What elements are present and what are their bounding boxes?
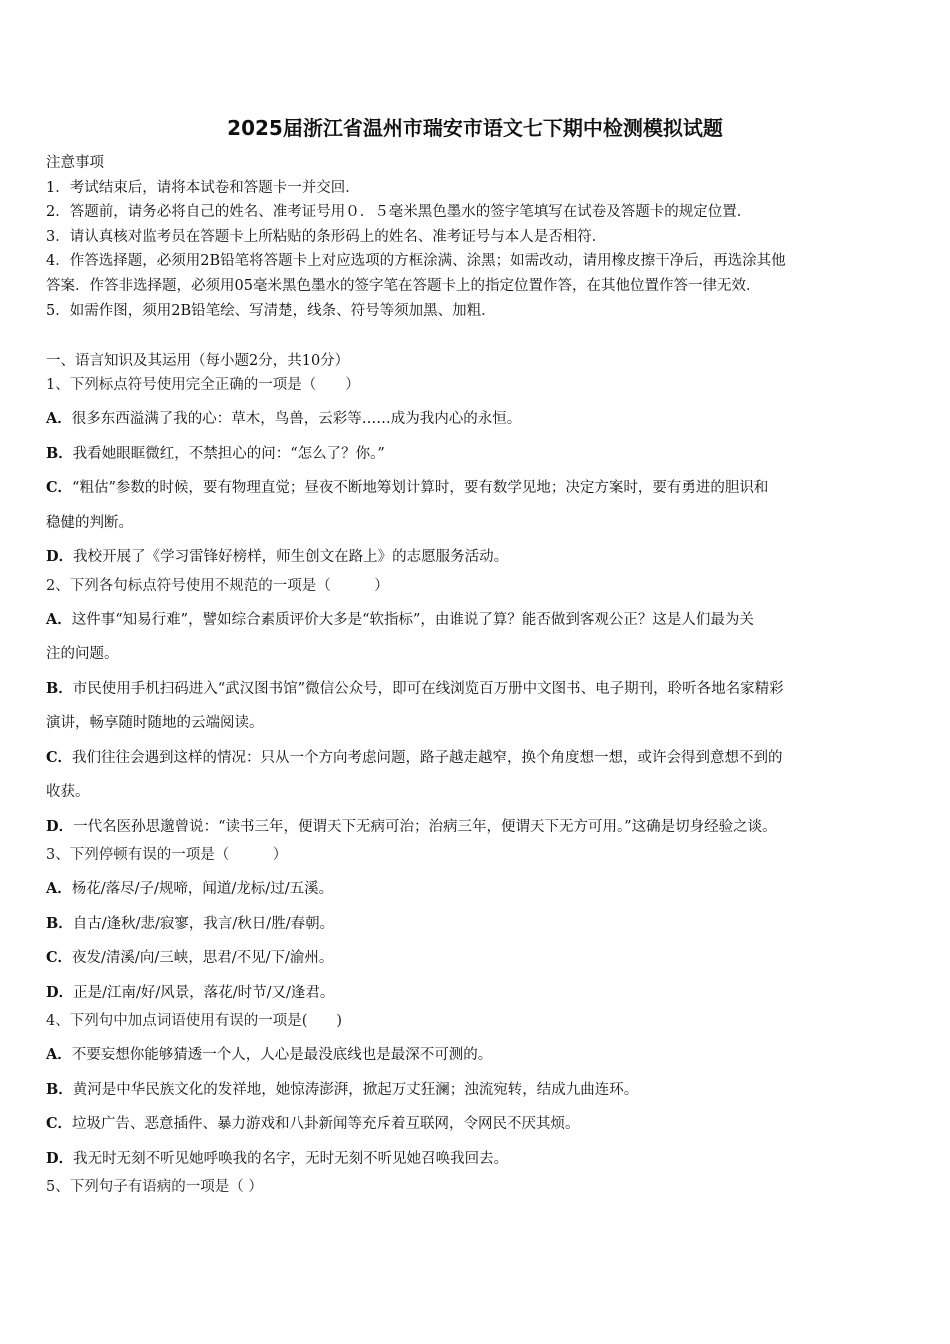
option-text: 自古/逢秋/悲/寂寥，我言/秋日/胜/春朝。 [72, 915, 335, 932]
section-language [46, 350, 911, 1204]
option-letter: B． [46, 1080, 73, 1098]
option-text: 正是/江南/好/风景，落花/时节/又/逢君。 [73, 984, 335, 1001]
question-stem: 1、下列标点符号使用完全正确的一项是（ ） [46, 377, 360, 393]
option-text: 夜发/清溪/向/三峡，思君/不见/下/渝州。 [72, 950, 334, 966]
answer-option [46, 941, 911, 976]
option-letter: A． [46, 410, 72, 427]
answer-option [46, 402, 911, 437]
option-letter: C． [46, 949, 73, 966]
option-text: 杨花/落尽/子/规啼，闻道/龙标/过/五溪。 [71, 881, 334, 897]
notice-line: 3．请认真核对监考员在答题卡上所粘贴的条形码上的姓名、准考证号与本人是否相符． [46, 228, 607, 245]
option-text: 收获。 [46, 784, 90, 800]
notice-line: 答案．作答非选择题，必须用05毫米黑色墨水的签字笔在答题卡上的指定位置作答，在其他位置作答一律无效． [46, 277, 761, 294]
option-letter: B． [46, 679, 73, 697]
notice-line: 1．考试结束后，请将本试卷和答题卡一并交回． [46, 179, 360, 196]
option-letter: B． [46, 914, 73, 932]
question-stem: 2、下列各句标点符号使用不规范的一项是（ ） [46, 577, 389, 594]
option-text: 黄河是中华民族文化的发祥地，她惊涛澎湃，掀起万丈狂澜；浊流宛转，结成九曲连环。 [72, 1081, 639, 1098]
notice-block [46, 151, 906, 323]
option-text: 我无时无刻不听见她呼唤我的名字，无时无刻不听见她召唤我回去。 [73, 1150, 509, 1167]
option-letter: B． [46, 444, 73, 462]
answer-option [46, 1073, 911, 1108]
option-text: 垃圾广告、恶意插件、暴力游戏和八卦新闻等充斥着互联网，令网民不厌其烦。 [72, 1116, 580, 1132]
answer-option [46, 872, 911, 907]
option-letter: A． [46, 610, 72, 628]
answer-option [46, 775, 911, 810]
option-letter: D． [46, 548, 74, 565]
notice-heading: 注意事项 [46, 155, 104, 171]
notice-line: 4．作答选择题，必须用2B铅笔将答题卡上对应选项的方框涂满、涂黑；如需改动，请用橡皮擦干净后，再选涂其他 [46, 253, 786, 270]
answer-option [46, 907, 911, 942]
question-stem: 4、下列句中加点词语使用有误的一项是( ) [46, 1013, 343, 1029]
option-text: 市民使用手机扫码进入“武汉图书馆”微信公众号，即可在线浏览百万册中文图书、电子期刊，聆听各地名家精彩 [72, 680, 784, 697]
document-title: 2025届浙江省温州市瑞安市语文七下期中检测模拟试题 [227, 116, 723, 140]
option-letter: D． [46, 1149, 74, 1167]
section-heading: 一、语言知识及其运用（每小题2分，共10分） [46, 353, 350, 369]
answer-option [46, 1142, 911, 1177]
option-text: 注的问题。 [46, 646, 119, 662]
option-text: 我校开展了《学习雷锋好榜样，师生创文在路上》的志愿服务活动。 [73, 549, 509, 565]
option-letter: C． [46, 1115, 73, 1132]
answer-option [46, 810, 911, 845]
answer-option [46, 637, 911, 672]
option-text: 很多东西溢满了我的心：草木，鸟兽，云彩等……成为我内心的永恒。 [71, 411, 522, 427]
answer-option [46, 506, 911, 541]
answer-option [46, 976, 911, 1011]
notice-line: 2．答题前，请务必将自己的姓名、准考证号用０．５毫米黑色墨水的签字笔填写在试卷及答题卡的规定位置． [46, 204, 752, 221]
answer-option [46, 437, 911, 472]
answer-option [46, 1107, 911, 1142]
notice-line: 5．如需作图，须用2B铅笔绘、写清楚，线条、符号等须加黑、加粗． [46, 302, 496, 319]
option-letter: D． [46, 817, 74, 835]
option-text: 我们往往会遇到这样的情况：只从一个方向考虑问题，路子越走越窄，换个角度想一想，或许会得到意想不到的 [72, 749, 783, 766]
option-text: 演讲，畅享随时随地的云端阅读。 [46, 715, 264, 731]
option-letter: C． [46, 479, 73, 496]
option-text: 稳健的判断。 [46, 514, 133, 531]
question-list [46, 374, 911, 1198]
option-text: “粗估”参数的时候，要有物理直觉；昼夜不断地筹划计算时，要有数学见地；决定方案时，要有勇进的胆识和 [72, 480, 769, 496]
question-stem: 5、下列句子有语病的一项是（ ） [46, 1179, 263, 1195]
answer-option [46, 706, 911, 741]
answer-option [46, 1038, 911, 1073]
option-letter: C． [46, 748, 73, 766]
question-stem: 3、下列停顿有误的一项是（ ） [46, 847, 288, 863]
answer-option [46, 603, 911, 638]
option-text: 这件事“知易行难”，譬如综合素质评价大多是“软指标”，由谁说了算？能否做到客观公正？这是人们最为关 [71, 611, 754, 628]
answer-option [46, 741, 911, 776]
option-text: 一代名医孙思邈曾说：“读书三年，便谓天下无病可治；治病三年，便谓天下无方可用。”这确是切身经验之谈。 [73, 818, 777, 835]
option-letter: A． [46, 1046, 72, 1063]
option-text: 不要妄想你能够猜透一个人，人心是最没底线也是最深不可测的。 [71, 1047, 493, 1063]
option-letter: A． [46, 880, 72, 897]
answer-option [46, 672, 911, 707]
answer-option [46, 540, 911, 575]
answer-option [46, 471, 911, 506]
option-letter: D． [46, 983, 74, 1001]
option-text: 我看她眼眶微红，不禁担心的问：“怎么了？你。” [72, 445, 385, 462]
